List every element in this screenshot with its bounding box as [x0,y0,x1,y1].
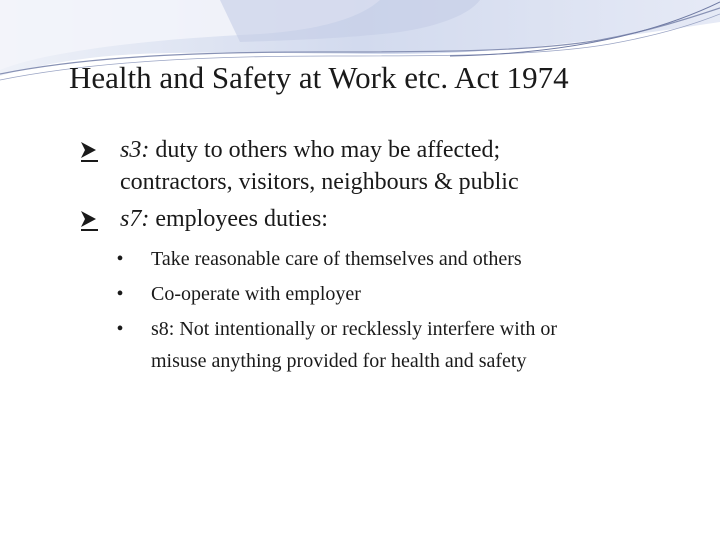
bullet-s3-text [120,134,680,198]
bullet-s7-line1: employees duties: [149,206,328,232]
bullet-s7-label: s7: [120,206,150,232]
bullet-dot-icon: • [116,283,124,305]
bullet-dot-icon: • [116,248,124,270]
bullet-s3-line2: contractors, visitors, neighbours & public [120,169,519,195]
bullet-s3-label: s3: [120,137,150,163]
bullet-dot-icon: • [116,318,124,340]
bullet-s7-text [120,203,680,235]
arrow-bullet-icon [78,203,102,235]
bullet-s3-line1: duty to others who may be affected; [149,137,501,163]
sub-bullet-s8-line2: misuse anything provided for health and safety [151,350,527,372]
arrow-bullet-icon [78,134,102,166]
sub-bullet-text [151,313,671,377]
slide-title: Health and Safety at Work etc. Act 1974 [69,60,569,95]
sub-bullet-text: Take reasonable care of themselves and others [151,248,522,270]
sub-bullet-text: Co-operate with employer [151,283,361,305]
sub-bullet-s8-line1: s8: Not intentionally or recklessly interfere with or [151,318,558,340]
